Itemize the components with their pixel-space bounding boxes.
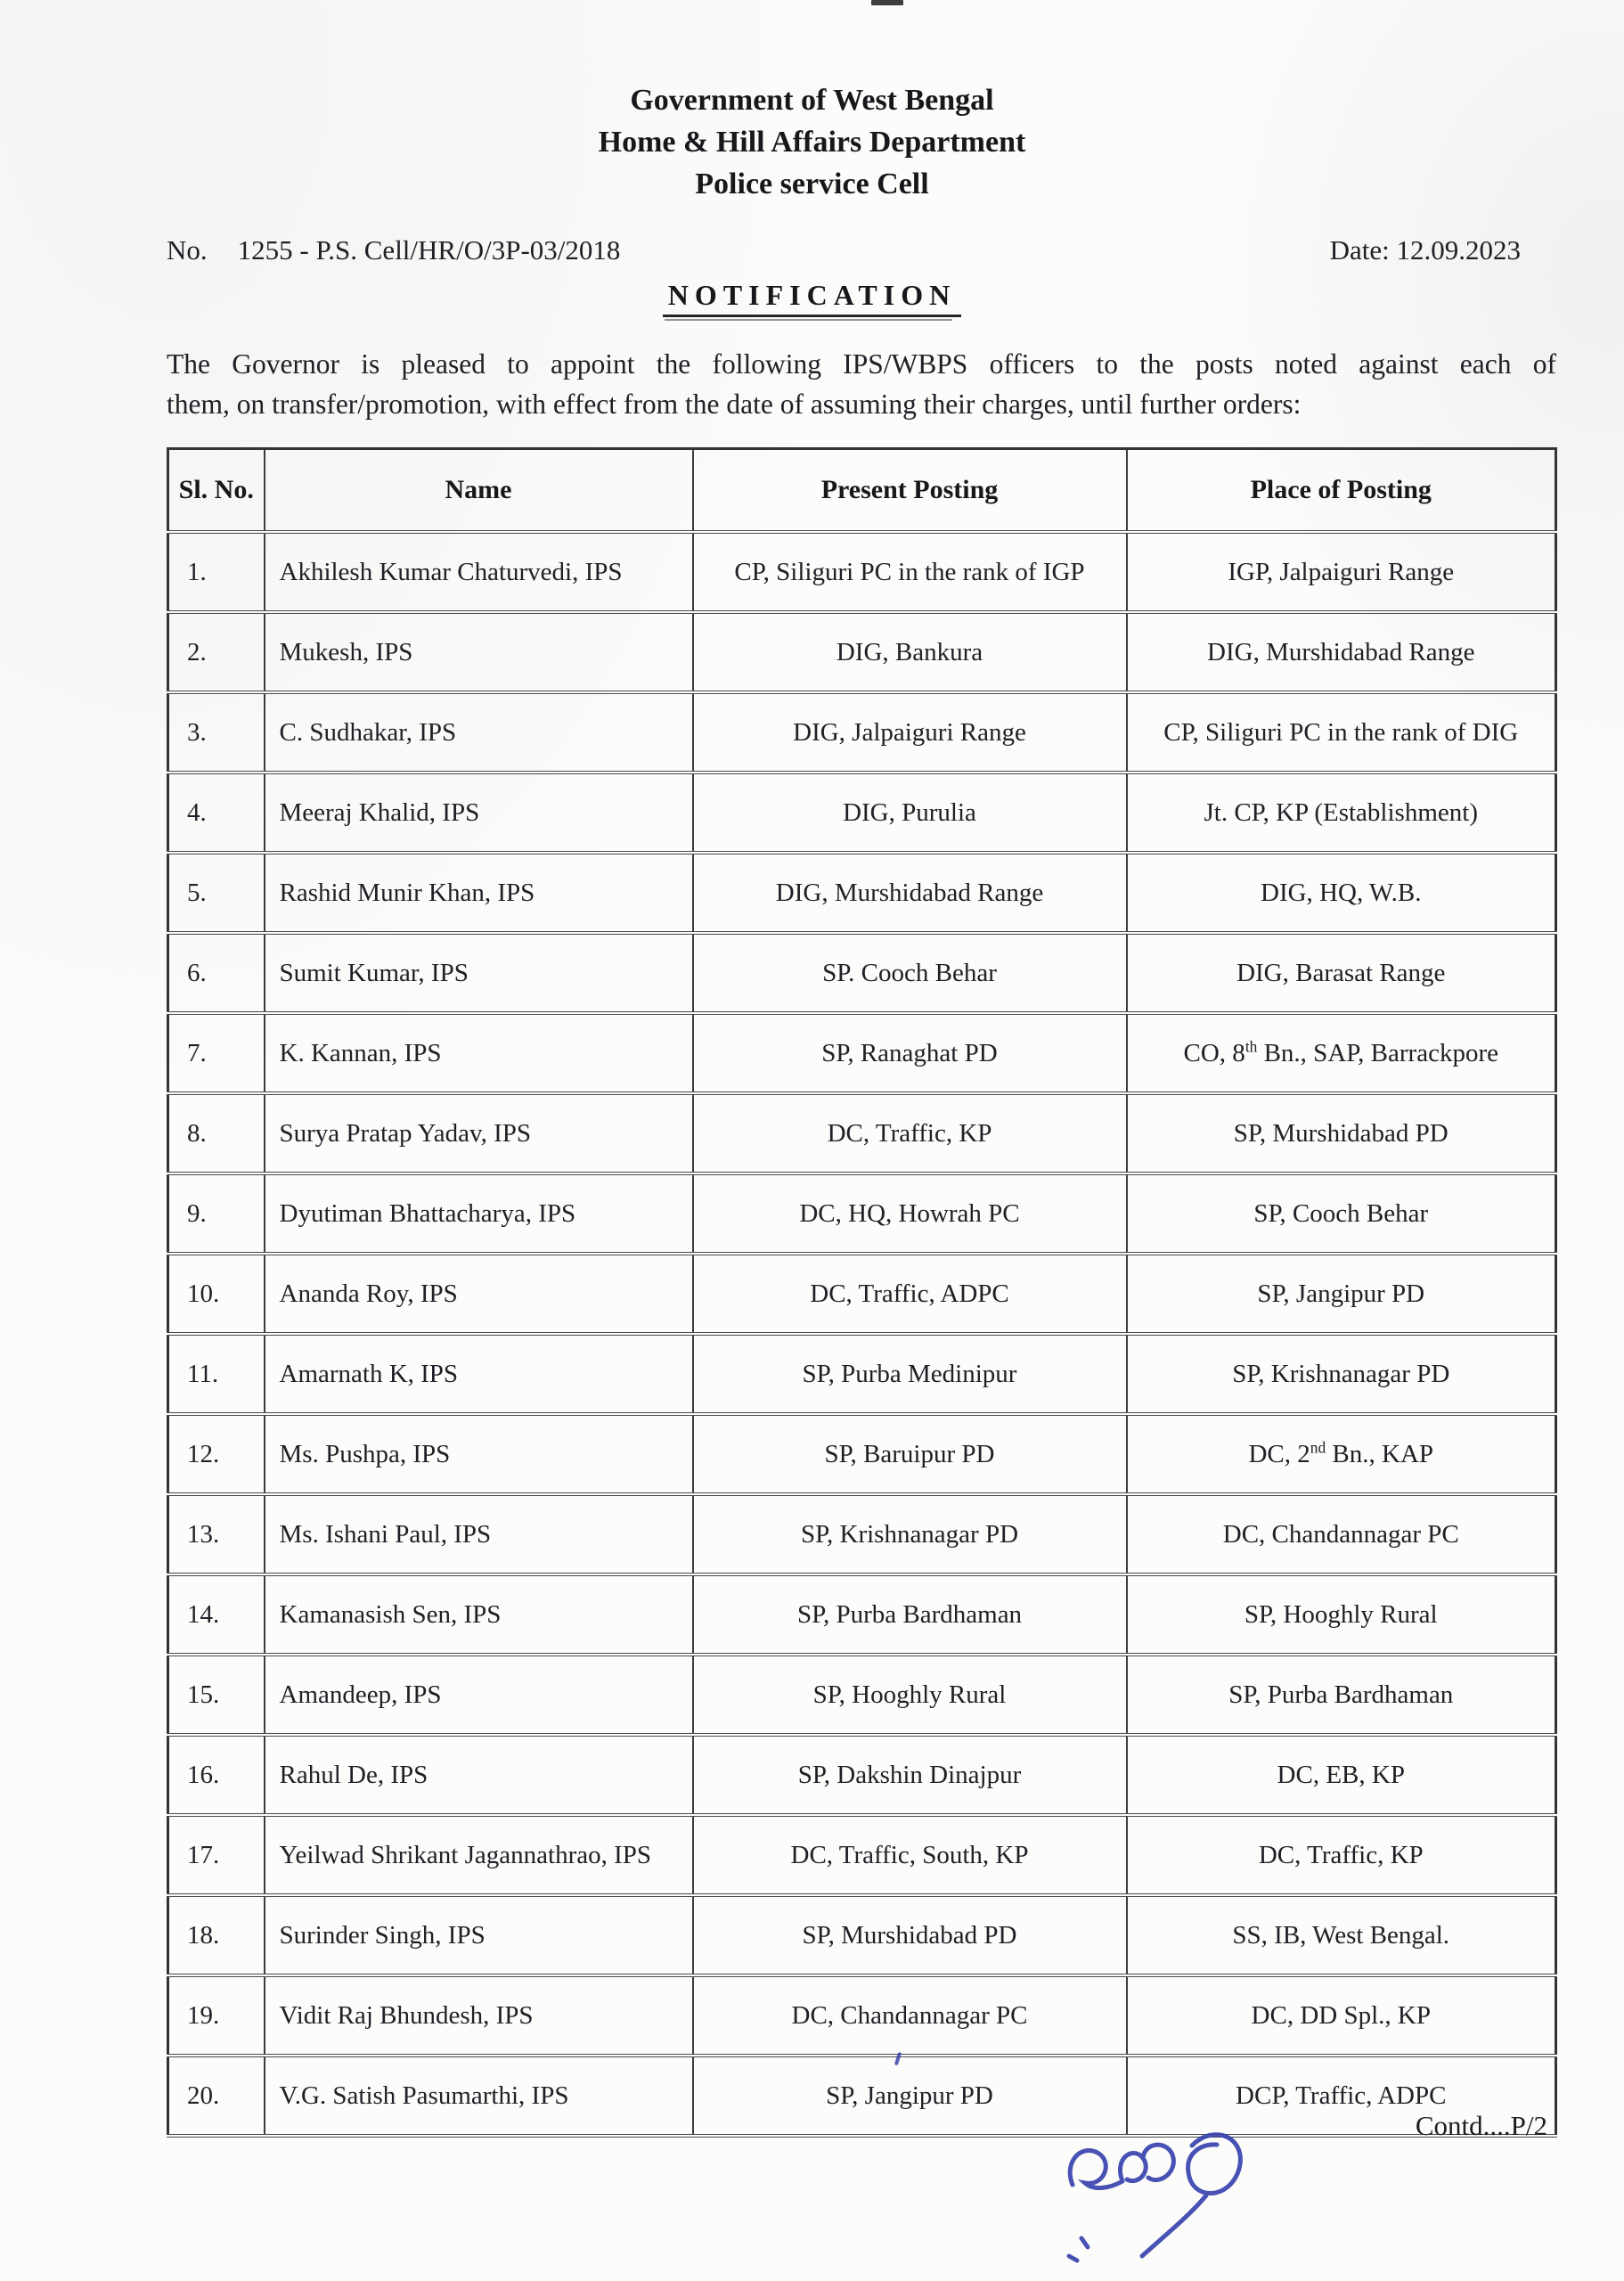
cell-name: Sumit Kumar, IPS [265, 933, 693, 1013]
table-row [168, 1815, 1556, 1895]
table-row [168, 1173, 1556, 1254]
table-row [168, 1655, 1556, 1735]
cell-place-of-posting: CP, Siliguri PC in the rank of DIG [1127, 692, 1556, 773]
continuation-note: Contd....P/2 [1415, 2110, 1547, 2141]
cell-present-posting: CP, Siliguri PC in the rank of IGP [693, 532, 1127, 612]
reference-value: 1255 - P.S. Cell/HR/O/3P-03/2018 [237, 233, 621, 266]
table-row [168, 1013, 1556, 1093]
cell-name: Vidit Raj Bhundesh, IPS [265, 1975, 693, 2056]
cell-name: Ananda Roy, IPS [265, 1254, 693, 1334]
cell-sl-no: 8. [168, 1093, 265, 1173]
cell-place-of-posting: DC, DD Spl., KP [1127, 1975, 1556, 2056]
table-row [168, 2056, 1556, 2136]
table-row [168, 612, 1556, 692]
cell-place-of-posting: CO, 8th Bn., SAP, Barrackpore [1127, 1013, 1556, 1093]
cell-name: C. Sudhakar, IPS [265, 692, 693, 773]
col-header-sl-no: Sl. No. [168, 449, 265, 533]
cell-place-of-posting: DC, EB, KP [1127, 1735, 1556, 1815]
cell-sl-no: 16. [168, 1735, 265, 1815]
cell-present-posting: DC, HQ, Howrah PC [693, 1173, 1127, 1254]
cell-sl-no: 13. [168, 1494, 265, 1574]
cell-name: K. Kannan, IPS [265, 1013, 693, 1093]
cell-place-of-posting: SP, Purba Bardhaman [1127, 1655, 1556, 1735]
cell-place-of-posting: DC, Traffic, KP [1127, 1815, 1556, 1895]
cell-name: Mukesh, IPS [265, 612, 693, 692]
cell-name: Kamanasish Sen, IPS [265, 1574, 693, 1655]
cell-place-of-posting: DC, Chandannagar PC [1127, 1494, 1556, 1574]
paragraph-line-2: them, on transfer/promotion, with effect from the date of assuming their charges, until further orders: [167, 388, 1302, 421]
reference-label: No. [167, 233, 208, 266]
cell-present-posting: DIG, Bankura [693, 612, 1127, 692]
cell-sl-no: 1. [168, 532, 265, 612]
cell-name: Meeraj Khalid, IPS [265, 773, 693, 853]
table-row [168, 1975, 1556, 2056]
cell-present-posting: SP, Purba Bardhaman [693, 1574, 1127, 1655]
cell-name: Surya Pratap Yadav, IPS [265, 1093, 693, 1173]
table-row [168, 853, 1556, 933]
cell-present-posting: DC, Traffic, South, KP [693, 1815, 1127, 1895]
col-header-name: Name [265, 449, 693, 533]
cell-present-posting: SP, Murshidabad PD [693, 1895, 1127, 1975]
cell-sl-no: 18. [168, 1895, 265, 1975]
cell-sl-no: 2. [168, 612, 265, 692]
cell-present-posting: DIG, Jalpaiguri Range [693, 692, 1127, 773]
reference-number [167, 234, 620, 266]
cell-sl-no: 15. [168, 1655, 265, 1735]
cell-name: Police service Cell [695, 167, 929, 200]
cell-name: Amarnath K, IPS [265, 1334, 693, 1414]
cell-place-of-posting: DIG, HQ, W.B. [1127, 853, 1556, 933]
posting-table [167, 447, 1557, 2138]
department-name: Home & Hill Affairs Department [598, 125, 1026, 159]
cell-present-posting: SP. Cooch Behar [693, 933, 1127, 1013]
cell-place-of-posting: SP, Cooch Behar [1127, 1173, 1556, 1254]
cell-present-posting: DIG, Murshidabad Range [693, 853, 1127, 933]
table-row [168, 1334, 1556, 1414]
cell-sl-no: 20. [168, 2056, 265, 2136]
cell-place-of-posting: DCP, Traffic, ADPC [1127, 2056, 1556, 2136]
table-row [168, 1574, 1556, 1655]
cell-present-posting: DIG, Purulia [693, 773, 1127, 853]
cell-sl-no: 4. [168, 773, 265, 853]
signature-scribble [1058, 2108, 1326, 2269]
cell-name: Dyutiman Bhattacharya, IPS [265, 1173, 693, 1254]
letterhead [0, 0, 1624, 206]
cell-present-posting: DC, Traffic, ADPC [693, 1254, 1127, 1334]
cell-sl-no: 10. [168, 1254, 265, 1334]
cell-sl-no: 3. [168, 692, 265, 773]
cell-present-posting: SP, Dakshin Dinajpur [693, 1735, 1127, 1815]
table-row [168, 773, 1556, 853]
body-paragraph [167, 344, 1556, 425]
cell-place-of-posting: DIG, Murshidabad Range [1127, 612, 1556, 692]
cell-place-of-posting: DIG, Barasat Range [1127, 933, 1556, 1013]
cell-sl-no: 14. [168, 1574, 265, 1655]
cell-place-of-posting: SP, Jangipur PD [1127, 1254, 1556, 1334]
reference-row [167, 234, 1555, 266]
notification-title: NOTIFICATION [663, 279, 961, 317]
scan-artifact-mark [871, 0, 903, 5]
cell-sl-no: 17. [168, 1815, 265, 1895]
cell-place-of-posting: SS, IB, West Bengal. [1127, 1895, 1556, 1975]
cell-name: Ms. Ishani Paul, IPS [265, 1494, 693, 1574]
cell-present-posting: SP, Krishnanagar PD [693, 1494, 1127, 1574]
table-row [168, 933, 1556, 1013]
cell-present-posting: SP, Baruipur PD [693, 1414, 1127, 1494]
cell-present-posting: SP, Ranaghat PD [693, 1013, 1127, 1093]
table-body [168, 532, 1556, 2136]
paragraph-line-1: The Governor is pleased to appoint the following IPS/WBPS officers to the posts noted against each of [167, 347, 1556, 380]
cell-present-posting: DC, Chandannagar PC [693, 1975, 1127, 2056]
col-header-present-posting: Present Posting [693, 449, 1127, 533]
cell-name: Ms. Pushpa, IPS [265, 1414, 693, 1494]
title-row [0, 279, 1624, 317]
cell-sl-no: 7. [168, 1013, 265, 1093]
cell-name: Surinder Singh, IPS [265, 1895, 693, 1975]
cell-present-posting: DC, Traffic, KP [693, 1093, 1127, 1173]
cell-sl-no: 11. [168, 1334, 265, 1414]
cell-name: Yeilwad Shrikant Jagannathrao, IPS [265, 1815, 693, 1895]
cell-place-of-posting: SP, Murshidabad PD [1127, 1093, 1556, 1173]
cell-sl-no: 6. [168, 933, 265, 1013]
col-header-place-of-posting: Place of Posting [1127, 449, 1556, 533]
table-row [168, 1414, 1556, 1494]
cell-name: Akhilesh Kumar Chaturvedi, IPS [265, 532, 693, 612]
cell-place-of-posting: Jt. CP, KP (Establishment) [1127, 773, 1556, 853]
cell-sl-no: 5. [168, 853, 265, 933]
table-row [168, 1093, 1556, 1173]
cell-name: Rahul De, IPS [265, 1735, 693, 1815]
cell-present-posting: SP, Jangipur PD [693, 2056, 1127, 2136]
cell-place-of-posting: SP, Krishnanagar PD [1127, 1334, 1556, 1414]
org-name: Government of West Bengal [630, 84, 994, 117]
cell-sl-no: 19. [168, 1975, 265, 2056]
cell-place-of-posting: DC, 2nd Bn., KAP [1127, 1414, 1556, 1494]
cell-place-of-posting: SP, Hooghly Rural [1127, 1574, 1556, 1655]
table-row [168, 1735, 1556, 1815]
table-row [168, 692, 1556, 773]
table-row [168, 1494, 1556, 1574]
cell-sl-no: 12. [168, 1414, 265, 1494]
table-row [168, 532, 1556, 612]
table-row [168, 1895, 1556, 1975]
cell-name: V.G. Satish Pasumarthi, IPS [265, 2056, 693, 2136]
cell-place-of-posting: IGP, Jalpaiguri Range [1127, 532, 1556, 612]
cell-name: Rashid Munir Khan, IPS [265, 853, 693, 933]
cell-name: Amandeep, IPS [265, 1655, 693, 1735]
cell-present-posting: SP, Hooghly Rural [693, 1655, 1127, 1735]
table-row [168, 1254, 1556, 1334]
cell-present-posting: SP, Purba Medinipur [693, 1334, 1127, 1414]
cell-sl-no: 9. [168, 1173, 265, 1254]
table-header-row [168, 449, 1556, 533]
document-date: Date: 12.09.2023 [1329, 233, 1521, 266]
